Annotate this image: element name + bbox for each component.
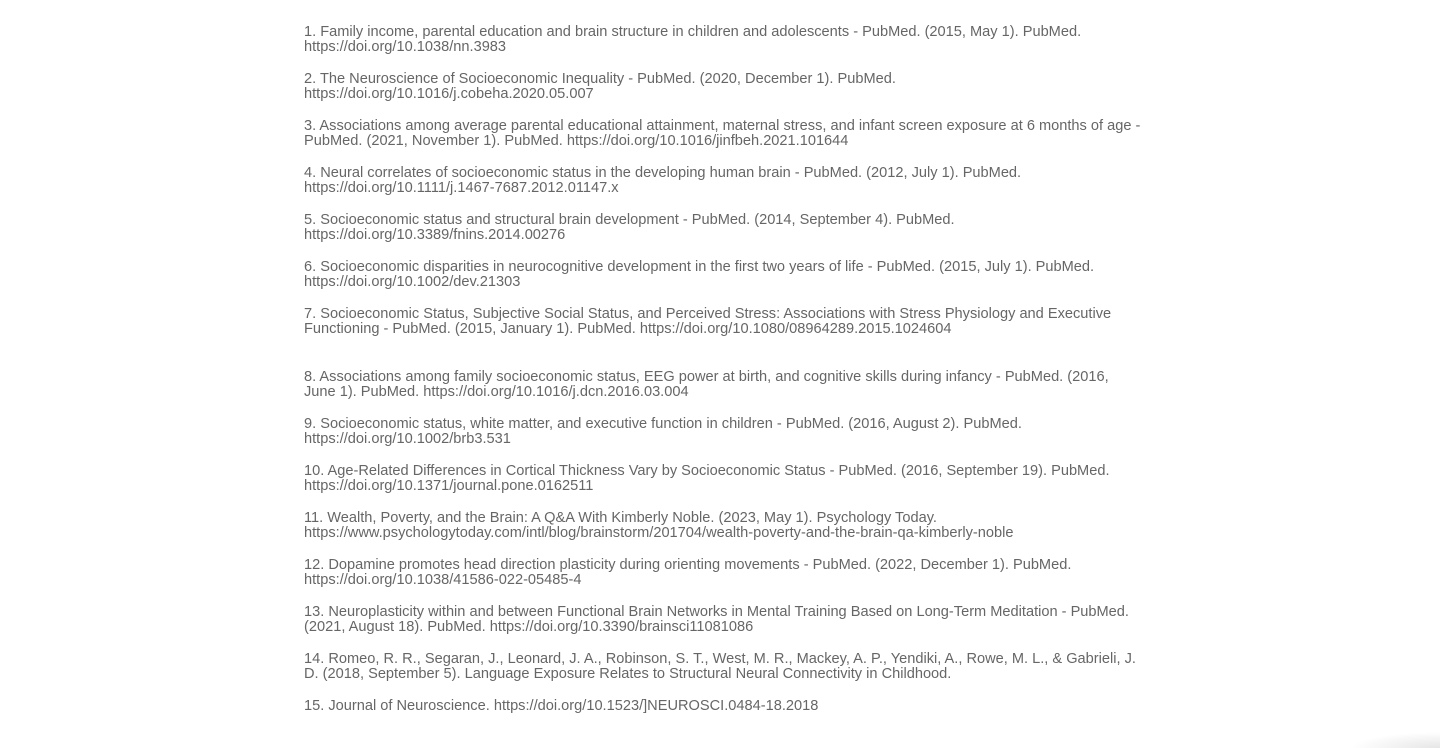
reference-item: [304, 417, 1144, 447]
reference-link[interactable]: https://doi.org/10.1016/jinfbeh.2021.101644: [566, 133, 849, 149]
reference-text: 7. Socioeconomic Status, Subjective Social Status, and Perceived Stress: Associations with Stress Physiology and Executive Functioning - PubMed. (2015, January 1). PubMed.: [304, 306, 1112, 337]
reference-link[interactable]: https://doi.org/10.1016/j.dcn.2016.03.004: [423, 384, 689, 400]
reference-text: 11. Wealth, Poverty, and the Brain: A Q&A With Kimberly Noble. (2023, May 1). Psychology Today.: [304, 510, 937, 526]
reference-text: 8. Associations among family socioeconomic status, EEG power at birth, and cognitive skills during infancy - PubMed. (2016, June 1). PubMed.: [304, 369, 1109, 400]
reference-item: [304, 72, 1144, 102]
reference-text: 10. Age-Related Differences in Cortical Thickness Vary by Socioeconomic Status - PubMed. (2016, September 19). PubMed.: [304, 463, 1110, 479]
reference-link[interactable]: https://doi.org/10.1002/dev.21303: [304, 274, 521, 290]
reference-text: 2. The Neuroscience of Socioeconomic Inequality - PubMed. (2020, December 1). PubMed.: [304, 71, 896, 87]
reference-link[interactable]: https://doi.org/10.3390/brainsci11081086: [489, 619, 754, 635]
reference-text: 5. Socioeconomic status and structural brain development - PubMed. (2014, September 4). PubMed.: [304, 212, 955, 228]
reference-text: 13. Neuroplasticity within and between Functional Brain Networks in Mental Training Based on Long-Term Meditation - PubMed. (2021, August 18). PubMed.: [304, 604, 1129, 635]
reference-link[interactable]: https://doi.org/10.1523/]NEUROSCI.0484-18.2018: [493, 698, 819, 714]
reference-link[interactable]: https://doi.org/10.1002/brb3.531: [304, 431, 511, 447]
reference-link[interactable]: https://doi.org/10.1111/j.1467-7687.2012.01147.x: [304, 180, 619, 196]
reference-text: 4. Neural correlates of socioeconomic status in the developing human brain - PubMed. (2012, July 1). PubMed.: [304, 165, 1022, 181]
reference-item: [304, 605, 1144, 635]
reference-link[interactable]: https://doi.org/10.1080/08964289.2015.1024604: [639, 321, 952, 337]
reference-item: [304, 307, 1144, 337]
reference-item: [304, 652, 1144, 682]
reference-text: 14. Romeo, R. R., Segaran, J., Leonard, J. A., Robinson, S. T., West, M. R., Mackey, A. P., Yendiki, A., Rowe, M. L., & Gabrieli, J. D. (2018, September 5). Language Exposure Relates to Structural Neural Connectivity in Childhood.: [304, 651, 1136, 682]
reference-item: [304, 260, 1144, 290]
reference-link[interactable]: https://doi.org/10.1038/41586-022-05485-4: [304, 572, 582, 588]
reference-item: [304, 370, 1144, 400]
reference-item: [304, 25, 1144, 55]
reference-item: [304, 119, 1144, 149]
reference-list: [304, 25, 1144, 731]
reference-text: 15. Journal of Neuroscience.: [304, 698, 490, 714]
reference-text: 3. Associations among average parental educational attainment, maternal stress, and infant screen exposure at 6 months of age - PubMed. (2021, November 1). PubMed.: [304, 118, 1141, 149]
reference-item: [304, 213, 1144, 243]
reference-item: [304, 166, 1144, 196]
reference-item: [304, 558, 1144, 588]
reference-text: 12. Dopamine promotes head direction plasticity during orienting movements - PubMed. (2022, December 1). PubMed.: [304, 557, 1072, 573]
reference-link[interactable]: https://doi.org/10.1016/j.cobeha.2020.05.007: [304, 86, 594, 102]
reference-item: [304, 699, 1144, 714]
reference-link[interactable]: https://doi.org/10.1371/journal.pone.0162511: [304, 478, 594, 494]
reference-item: [304, 511, 1144, 541]
reference-item: [304, 464, 1144, 494]
page-corner-shadow: [1350, 732, 1440, 748]
reference-text: 6. Socioeconomic disparities in neurocognitive development in the first two years of life - PubMed. (2015, July 1). PubMed.: [304, 259, 1095, 275]
reference-link[interactable]: https://www.psychologytoday.com/intl/blog/brainstorm/201704/wealth-poverty-and-the-brain-qa-kimberly-noble: [304, 525, 1014, 541]
reference-link[interactable]: https://doi.org/10.3389/fnins.2014.00276: [304, 227, 566, 243]
reference-text: 9. Socioeconomic status, white matter, and executive function in children - PubMed. (2016, August 2). PubMed.: [304, 416, 1022, 432]
reference-link[interactable]: https://doi.org/10.1038/nn.3983: [304, 39, 507, 55]
reference-text: 1. Family income, parental education and brain structure in children and adolescents - PubMed. (2015, May 1). PubMed.: [304, 24, 1082, 40]
